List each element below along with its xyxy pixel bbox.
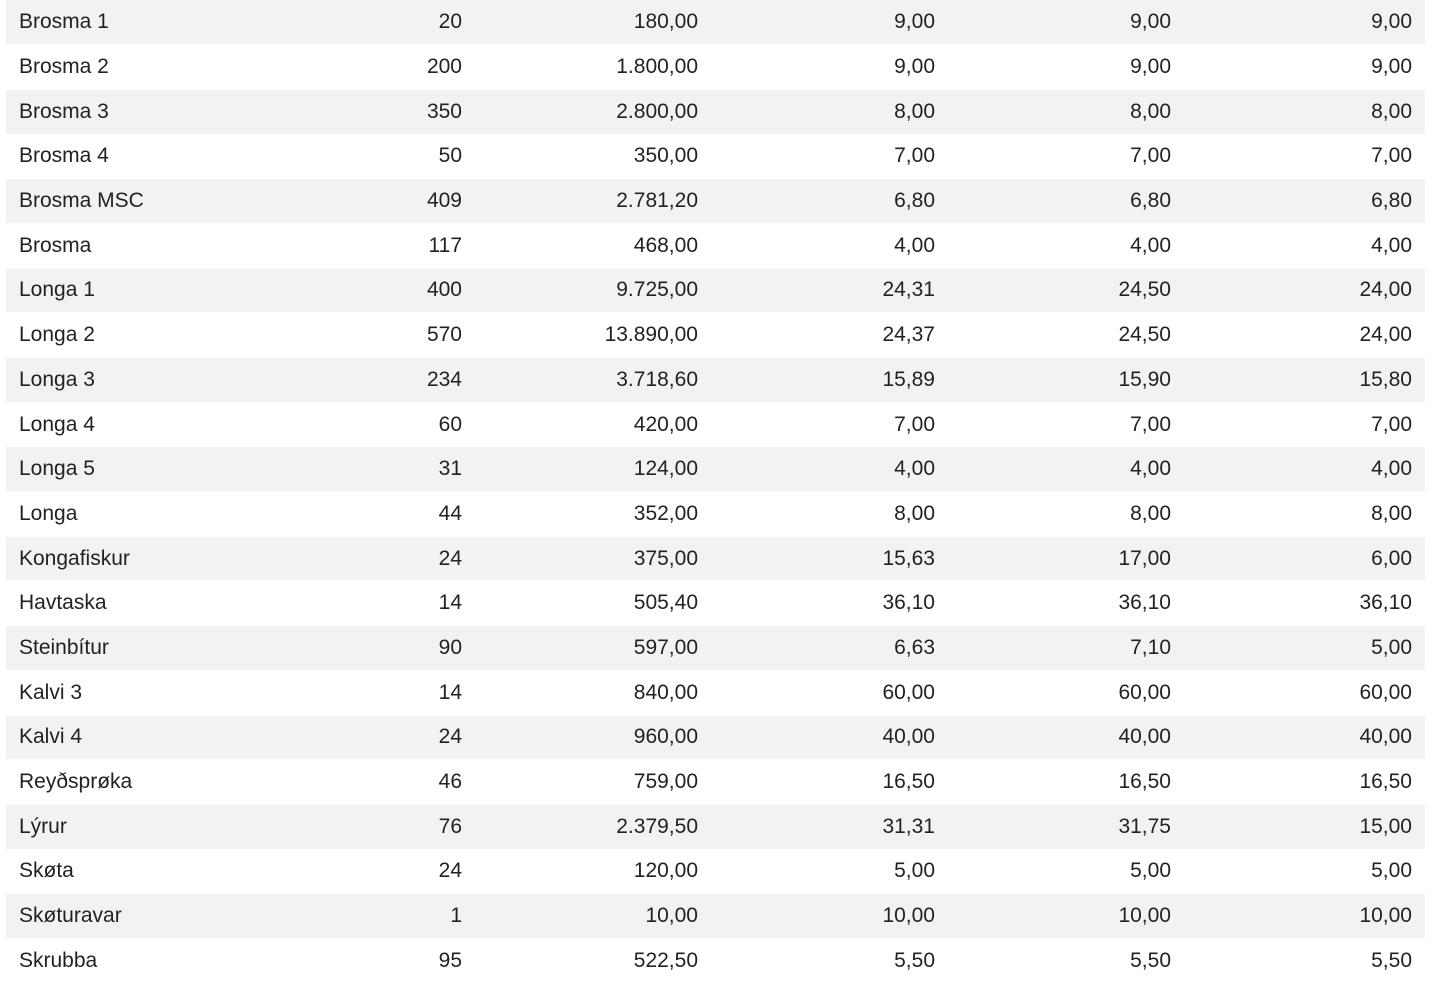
average-price-cell: 9,00 <box>702 0 939 45</box>
table-row <box>6 358 1425 403</box>
species-name-cell: Havtaska <box>6 581 242 626</box>
total-value-cell: 352,00 <box>466 492 702 537</box>
average-price-cell: 8,00 <box>702 492 939 537</box>
quantity-cell: 409 <box>242 179 466 224</box>
average-price-cell: 24,31 <box>702 268 939 313</box>
average-price-cell: 5,50 <box>702 938 939 983</box>
table-row <box>6 626 1425 671</box>
low-price-cell: 6,80 <box>1175 179 1425 224</box>
total-value-cell: 960,00 <box>466 715 702 760</box>
high-price-cell: 24,50 <box>939 313 1175 358</box>
table-row <box>6 849 1425 894</box>
low-price-cell: 6,00 <box>1175 536 1425 581</box>
table-row <box>6 268 1425 313</box>
total-value-cell: 468,00 <box>466 223 702 268</box>
species-name-cell: Longa 2 <box>6 313 242 358</box>
quantity-cell: 117 <box>242 223 466 268</box>
low-price-cell: 5,50 <box>1175 938 1425 983</box>
total-value-cell: 375,00 <box>466 536 702 581</box>
high-price-cell: 5,00 <box>939 849 1175 894</box>
high-price-cell: 15,90 <box>939 358 1175 403</box>
total-value-cell: 505,40 <box>466 581 702 626</box>
average-price-cell: 31,31 <box>702 804 939 849</box>
table-row <box>6 179 1425 224</box>
table-row <box>6 223 1425 268</box>
low-price-cell: 36,10 <box>1175 581 1425 626</box>
high-price-cell: 6,80 <box>939 179 1175 224</box>
species-name-cell: Kalvi 3 <box>6 670 242 715</box>
average-price-cell: 16,50 <box>702 760 939 805</box>
table-row <box>6 0 1425 45</box>
table-row <box>6 447 1425 492</box>
low-price-cell: 8,00 <box>1175 492 1425 537</box>
table-row <box>6 715 1425 760</box>
low-price-cell: 16,50 <box>1175 760 1425 805</box>
high-price-cell: 8,00 <box>939 492 1175 537</box>
table-row <box>6 581 1425 626</box>
total-value-cell: 840,00 <box>466 670 702 715</box>
quantity-cell: 24 <box>242 849 466 894</box>
total-value-cell: 13.890,00 <box>466 313 702 358</box>
high-price-cell: 10,00 <box>939 894 1175 939</box>
quantity-cell: 350 <box>242 89 466 134</box>
total-value-cell: 1.800,00 <box>466 45 702 90</box>
quantity-cell: 400 <box>242 268 466 313</box>
price-table-container <box>6 0 1425 984</box>
species-name-cell: Reyðsprøka <box>6 760 242 805</box>
species-name-cell: Brosma 1 <box>6 0 242 45</box>
species-name-cell: Lýrur <box>6 804 242 849</box>
average-price-cell: 4,00 <box>702 447 939 492</box>
average-price-cell: 24,37 <box>702 313 939 358</box>
average-price-cell: 40,00 <box>702 715 939 760</box>
quantity-cell: 14 <box>242 581 466 626</box>
quantity-cell: 24 <box>242 536 466 581</box>
low-price-cell: 7,00 <box>1175 402 1425 447</box>
high-price-cell: 24,50 <box>939 268 1175 313</box>
table-row <box>6 45 1425 90</box>
average-price-cell: 7,00 <box>702 134 939 179</box>
total-value-cell: 759,00 <box>466 760 702 805</box>
high-price-cell: 40,00 <box>939 715 1175 760</box>
species-name-cell: Longa 5 <box>6 447 242 492</box>
low-price-cell: 7,00 <box>1175 134 1425 179</box>
average-price-cell: 5,00 <box>702 849 939 894</box>
table-row <box>6 89 1425 134</box>
total-value-cell: 3.718,60 <box>466 358 702 403</box>
high-price-cell: 36,10 <box>939 581 1175 626</box>
high-price-cell: 9,00 <box>939 0 1175 45</box>
table-row <box>6 760 1425 805</box>
price-table-body <box>6 0 1425 983</box>
total-value-cell: 180,00 <box>466 0 702 45</box>
quantity-cell: 44 <box>242 492 466 537</box>
table-row <box>6 492 1425 537</box>
total-value-cell: 124,00 <box>466 447 702 492</box>
quantity-cell: 234 <box>242 358 466 403</box>
average-price-cell: 9,00 <box>702 45 939 90</box>
total-value-cell: 522,50 <box>466 938 702 983</box>
quantity-cell: 90 <box>242 626 466 671</box>
average-price-cell: 7,00 <box>702 402 939 447</box>
species-name-cell: Brosma 2 <box>6 45 242 90</box>
species-name-cell: Longa 4 <box>6 402 242 447</box>
species-name-cell: Longa 1 <box>6 268 242 313</box>
species-name-cell: Longa <box>6 492 242 537</box>
total-value-cell: 420,00 <box>466 402 702 447</box>
total-value-cell: 120,00 <box>466 849 702 894</box>
high-price-cell: 5,50 <box>939 938 1175 983</box>
quantity-cell: 95 <box>242 938 466 983</box>
table-row <box>6 313 1425 358</box>
average-price-cell: 6,63 <box>702 626 939 671</box>
total-value-cell: 350,00 <box>466 134 702 179</box>
quantity-cell: 46 <box>242 760 466 805</box>
low-price-cell: 8,00 <box>1175 89 1425 134</box>
table-row <box>6 134 1425 179</box>
total-value-cell: 2.379,50 <box>466 804 702 849</box>
species-name-cell: Brosma MSC <box>6 179 242 224</box>
quantity-cell: 20 <box>242 0 466 45</box>
table-row <box>6 938 1425 983</box>
table-row <box>6 894 1425 939</box>
low-price-cell: 5,00 <box>1175 849 1425 894</box>
average-price-cell: 60,00 <box>702 670 939 715</box>
low-price-cell: 24,00 <box>1175 268 1425 313</box>
average-price-cell: 10,00 <box>702 894 939 939</box>
high-price-cell: 7,00 <box>939 402 1175 447</box>
species-name-cell: Skøturavar <box>6 894 242 939</box>
species-name-cell: Kalvi 4 <box>6 715 242 760</box>
quantity-cell: 50 <box>242 134 466 179</box>
low-price-cell: 4,00 <box>1175 447 1425 492</box>
table-row <box>6 670 1425 715</box>
quantity-cell: 1 <box>242 894 466 939</box>
high-price-cell: 17,00 <box>939 536 1175 581</box>
quantity-cell: 14 <box>242 670 466 715</box>
quantity-cell: 60 <box>242 402 466 447</box>
low-price-cell: 4,00 <box>1175 223 1425 268</box>
low-price-cell: 15,00 <box>1175 804 1425 849</box>
average-price-cell: 8,00 <box>702 89 939 134</box>
total-value-cell: 10,00 <box>466 894 702 939</box>
high-price-cell: 9,00 <box>939 45 1175 90</box>
low-price-cell: 5,00 <box>1175 626 1425 671</box>
quantity-cell: 570 <box>242 313 466 358</box>
high-price-cell: 16,50 <box>939 760 1175 805</box>
low-price-cell: 15,80 <box>1175 358 1425 403</box>
price-table <box>6 0 1425 984</box>
species-name-cell: Skrubba <box>6 938 242 983</box>
average-price-cell: 6,80 <box>702 179 939 224</box>
quantity-cell: 24 <box>242 715 466 760</box>
total-value-cell: 597,00 <box>466 626 702 671</box>
average-price-cell: 36,10 <box>702 581 939 626</box>
total-value-cell: 2.781,20 <box>466 179 702 224</box>
total-value-cell: 9.725,00 <box>466 268 702 313</box>
species-name-cell: Brosma 3 <box>6 89 242 134</box>
low-price-cell: 40,00 <box>1175 715 1425 760</box>
quantity-cell: 31 <box>242 447 466 492</box>
average-price-cell: 15,63 <box>702 536 939 581</box>
high-price-cell: 31,75 <box>939 804 1175 849</box>
species-name-cell: Brosma 4 <box>6 134 242 179</box>
high-price-cell: 60,00 <box>939 670 1175 715</box>
low-price-cell: 9,00 <box>1175 0 1425 45</box>
quantity-cell: 76 <box>242 804 466 849</box>
species-name-cell: Longa 3 <box>6 358 242 403</box>
high-price-cell: 7,10 <box>939 626 1175 671</box>
table-row <box>6 804 1425 849</box>
low-price-cell: 24,00 <box>1175 313 1425 358</box>
average-price-cell: 15,89 <box>702 358 939 403</box>
total-value-cell: 2.800,00 <box>466 89 702 134</box>
high-price-cell: 4,00 <box>939 447 1175 492</box>
species-name-cell: Skøta <box>6 849 242 894</box>
high-price-cell: 7,00 <box>939 134 1175 179</box>
species-name-cell: Steinbítur <box>6 626 242 671</box>
species-name-cell: Kongafiskur <box>6 536 242 581</box>
high-price-cell: 4,00 <box>939 223 1175 268</box>
quantity-cell: 200 <box>242 45 466 90</box>
table-row <box>6 536 1425 581</box>
low-price-cell: 60,00 <box>1175 670 1425 715</box>
high-price-cell: 8,00 <box>939 89 1175 134</box>
average-price-cell: 4,00 <box>702 223 939 268</box>
low-price-cell: 9,00 <box>1175 45 1425 90</box>
table-row <box>6 402 1425 447</box>
species-name-cell: Brosma <box>6 223 242 268</box>
low-price-cell: 10,00 <box>1175 894 1425 939</box>
